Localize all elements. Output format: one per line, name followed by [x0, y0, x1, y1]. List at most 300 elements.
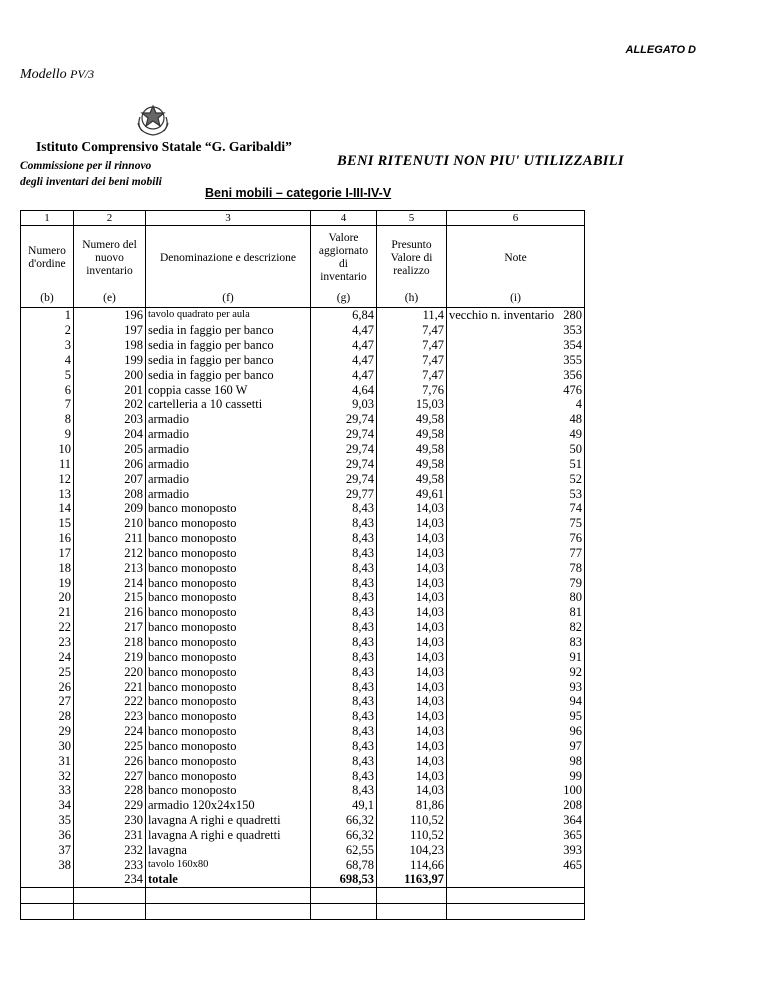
table-row — [21, 338, 585, 353]
row-note — [447, 753, 585, 768]
row-description: sedia in faggio per banco — [146, 353, 311, 368]
blank-cell — [447, 903, 585, 919]
blank-cell — [447, 887, 585, 903]
blank-cell — [146, 903, 311, 919]
row-inventory-number: 217 — [74, 620, 146, 635]
row-inventory-number: 201 — [74, 382, 146, 397]
table-row — [21, 679, 585, 694]
row-description: banco monoposto — [146, 753, 311, 768]
row-inventory-number: 223 — [74, 709, 146, 724]
row-estimated-value: 14,03 — [377, 575, 447, 590]
row-estimated-value: 81,86 — [377, 798, 447, 813]
table-row — [21, 664, 585, 679]
row-note-wrap — [449, 843, 582, 857]
row-note-wrap — [449, 353, 582, 367]
row-estimated-value: 14,03 — [377, 709, 447, 724]
row-estimated-value: 14,03 — [377, 531, 447, 546]
column-header-line: Numero — [28, 245, 66, 257]
row-estimated-value: 49,58 — [377, 471, 447, 486]
row-number: 26 — [21, 679, 74, 694]
row-description: lavagna — [146, 842, 311, 857]
table-row — [21, 738, 585, 753]
row-note-wrap — [449, 323, 582, 337]
table-row — [21, 323, 585, 338]
row-description: armadio — [146, 427, 311, 442]
row-inventory-value: 8,43 — [311, 590, 377, 605]
row-inventory-value: 8,43 — [311, 664, 377, 679]
table-row — [21, 620, 585, 635]
row-old-inventory: 77 — [569, 545, 582, 560]
row-number: 3 — [21, 338, 74, 353]
row-estimated-value: 7,47 — [377, 338, 447, 353]
row-description: banco monoposto — [146, 546, 311, 561]
row-inventory-value: 8,43 — [311, 753, 377, 768]
row-old-inventory: 52 — [569, 471, 582, 486]
row-old-inventory: 94 — [569, 694, 582, 709]
column-header-line: Denominazione e descrizione — [159, 251, 297, 264]
row-description: banco monoposto — [146, 575, 311, 590]
row-note — [447, 649, 585, 664]
row-old-inventory: 91 — [569, 649, 582, 664]
table-row — [21, 857, 585, 872]
table-row — [21, 456, 585, 471]
row-note-wrap — [449, 442, 582, 456]
row-description: lavagna A righi e quadretti — [146, 813, 311, 828]
table-row — [21, 560, 585, 575]
row-description: banco monoposto — [146, 694, 311, 709]
row-number: 22 — [21, 620, 74, 635]
row-old-inventory: 95 — [569, 709, 582, 724]
column-code: (b) — [21, 290, 74, 308]
row-note — [447, 857, 585, 872]
row-note-wrap — [449, 650, 582, 664]
column-code: (f) — [146, 290, 311, 308]
row-inventory-number: 205 — [74, 442, 146, 457]
row-note — [447, 546, 585, 561]
row-note-wrap — [449, 828, 582, 842]
row-note-wrap — [449, 709, 582, 723]
row-description: banco monoposto — [146, 664, 311, 679]
blank-cell — [21, 887, 74, 903]
row-inventory-value: 8,43 — [311, 649, 377, 664]
table-row — [21, 471, 585, 486]
row-note-wrap — [449, 531, 582, 545]
row-note-wrap — [449, 368, 582, 382]
row-inventory-value: 29,74 — [311, 427, 377, 442]
row-inventory-number: 213 — [74, 560, 146, 575]
total-estimated-value: 1163,97 — [377, 872, 447, 887]
row-estimated-value: 7,76 — [377, 382, 447, 397]
row-inventory-number: 208 — [74, 486, 146, 501]
row-number: 13 — [21, 486, 74, 501]
column-number: 4 — [311, 211, 377, 226]
row-inventory-value: 29,77 — [311, 486, 377, 501]
commission-label: Commissione per il rinnovo degli inventari dei beni mobili — [20, 160, 162, 188]
row-old-inventory: 353 — [563, 323, 582, 338]
table-row — [21, 531, 585, 546]
document-title: BENI RITENUTI NON PIU' UTILIZZABILI — [337, 153, 624, 169]
table-row — [21, 709, 585, 724]
table-row — [21, 798, 585, 813]
table-row — [21, 635, 585, 650]
row-estimated-value: 14,03 — [377, 768, 447, 783]
row-note — [447, 605, 585, 620]
row-description: banco monoposto — [146, 679, 311, 694]
row-description: banco monoposto — [146, 531, 311, 546]
row-inventory-value: 8,43 — [311, 724, 377, 739]
total-label: totale — [146, 872, 311, 887]
row-inventory-value: 8,43 — [311, 635, 377, 650]
row-description: armadio 120x24x150 — [146, 798, 311, 813]
row-description: banco monoposto — [146, 709, 311, 724]
row-number: 14 — [21, 501, 74, 516]
column-number: 6 — [447, 211, 585, 226]
row-old-inventory: 365 — [563, 827, 582, 842]
row-note — [447, 323, 585, 338]
row-inventory-number: 196 — [74, 308, 146, 323]
row-old-inventory: 97 — [569, 738, 582, 753]
row-note-wrap — [449, 590, 582, 604]
row-number: 11 — [21, 456, 74, 471]
column-header — [74, 226, 146, 291]
row-note-wrap — [449, 754, 582, 768]
row-number: 32 — [21, 768, 74, 783]
column-header-line: inventario — [86, 264, 133, 277]
row-inventory-number: 204 — [74, 427, 146, 442]
row-old-inventory: 75 — [569, 516, 582, 531]
column-header-line: Valore — [328, 232, 359, 244]
row-estimated-value: 110,52 — [377, 813, 447, 828]
inventory-table — [20, 210, 585, 920]
row-old-inventory: 354 — [563, 338, 582, 353]
row-note-wrap — [449, 769, 582, 783]
row-inventory-value: 8,43 — [311, 783, 377, 798]
row-estimated-value: 14,03 — [377, 738, 447, 753]
row-inventory-value: 8,43 — [311, 516, 377, 531]
row-description: sedia in faggio per banco — [146, 323, 311, 338]
row-old-inventory: 93 — [569, 679, 582, 694]
row-estimated-value: 14,03 — [377, 635, 447, 650]
row-old-inventory: 355 — [563, 352, 582, 367]
column-header-line: d'ordine — [28, 258, 66, 270]
table-row — [21, 367, 585, 382]
row-estimated-value: 14,03 — [377, 783, 447, 798]
row-note — [447, 575, 585, 590]
row-note-wrap — [449, 620, 582, 634]
row-inventory-value: 8,43 — [311, 546, 377, 561]
row-number: 35 — [21, 813, 74, 828]
row-inventory-value: 29,74 — [311, 471, 377, 486]
row-inventory-value: 4,47 — [311, 338, 377, 353]
row-number: 2 — [21, 323, 74, 338]
column-header-line: Valore di — [390, 251, 433, 264]
column-header-line: inventario — [320, 271, 367, 283]
row-estimated-value: 14,03 — [377, 590, 447, 605]
row-note-wrap — [449, 338, 582, 352]
row-description: banco monoposto — [146, 768, 311, 783]
total-note — [447, 872, 585, 887]
row-estimated-value: 110,52 — [377, 828, 447, 843]
row-note-wrap — [449, 576, 582, 590]
table-row — [21, 427, 585, 442]
row-note — [447, 338, 585, 353]
row-inventory-number: 202 — [74, 397, 146, 412]
row-number: 5 — [21, 367, 74, 382]
row-inventory-value: 66,32 — [311, 813, 377, 828]
row-description: armadio — [146, 442, 311, 457]
row-note — [447, 679, 585, 694]
table-row — [21, 397, 585, 412]
row-inventory-number: 228 — [74, 783, 146, 798]
row-inventory-value: 8,43 — [311, 605, 377, 620]
column-number: 2 — [74, 211, 146, 226]
institute-name: Istituto Comprensivo Statale “G. Garibaldi” — [36, 139, 292, 154]
row-description: armadio — [146, 412, 311, 427]
document-subtitle: Beni mobili – categorie I-III-IV-V — [205, 186, 392, 200]
row-note-wrap — [449, 694, 582, 708]
row-note-wrap — [449, 487, 582, 501]
modello-code: PV/3 — [70, 67, 95, 81]
table-row — [21, 649, 585, 664]
column-number: 1 — [21, 211, 74, 226]
row-inventory-value: 29,74 — [311, 412, 377, 427]
row-note-wrap — [449, 813, 582, 827]
row-note-wrap — [449, 680, 582, 694]
row-inventory-value: 8,43 — [311, 620, 377, 635]
row-old-inventory: 92 — [569, 664, 582, 679]
table-row — [21, 353, 585, 368]
row-note — [447, 828, 585, 843]
row-estimated-value: 14,03 — [377, 501, 447, 516]
row-estimated-value: 14,03 — [377, 664, 447, 679]
row-number: 21 — [21, 605, 74, 620]
column-code: (h) — [377, 290, 447, 308]
row-number: 29 — [21, 724, 74, 739]
row-note-wrap — [449, 397, 582, 411]
row-inventory-value: 49,1 — [311, 798, 377, 813]
blank-cell — [377, 903, 447, 919]
row-estimated-value: 7,47 — [377, 323, 447, 338]
table-row — [21, 605, 585, 620]
row-note-wrap — [449, 798, 582, 812]
row-old-inventory: 364 — [563, 813, 582, 828]
row-inventory-value: 4,47 — [311, 353, 377, 368]
row-inventory-number: 206 — [74, 456, 146, 471]
row-note — [447, 427, 585, 442]
total-inventory-number: 234 — [74, 872, 146, 887]
row-description: banco monoposto — [146, 605, 311, 620]
row-description: banco monoposto — [146, 516, 311, 531]
row-note — [447, 560, 585, 575]
column-header-line: Presunto — [391, 238, 432, 251]
row-inventory-number: 211 — [74, 531, 146, 546]
row-note-wrap — [449, 383, 582, 397]
row-note-wrap — [449, 472, 582, 486]
row-inventory-value: 8,43 — [311, 694, 377, 709]
row-note-wrap — [449, 605, 582, 619]
table-row — [21, 753, 585, 768]
row-inventory-value: 8,43 — [311, 738, 377, 753]
row-note-wrap — [449, 724, 582, 738]
row-note — [447, 308, 585, 323]
row-description: tavolo quadrato per aula — [146, 308, 311, 323]
column-header — [21, 226, 74, 291]
row-inventory-number: 231 — [74, 828, 146, 843]
row-inventory-number: 218 — [74, 635, 146, 650]
row-note-wrap — [449, 516, 582, 530]
row-note — [447, 590, 585, 605]
blank-cell — [377, 887, 447, 903]
table-row — [21, 842, 585, 857]
row-old-inventory: 4 — [575, 397, 582, 412]
row-note — [447, 724, 585, 739]
row-note-wrap — [449, 858, 582, 872]
row-note — [447, 456, 585, 471]
row-description: banco monoposto — [146, 501, 311, 516]
row-old-inventory: 476 — [563, 382, 582, 397]
row-old-inventory: 76 — [569, 531, 582, 546]
blank-cell — [311, 887, 377, 903]
row-inventory-value: 29,74 — [311, 442, 377, 457]
row-inventory-number: 198 — [74, 338, 146, 353]
row-estimated-value: 11,4 — [377, 308, 447, 323]
row-description: sedia in faggio per banco — [146, 338, 311, 353]
column-code: (e) — [74, 290, 146, 308]
table-row — [21, 501, 585, 516]
row-note — [447, 620, 585, 635]
column-number-row — [21, 211, 585, 226]
row-inventory-number: 214 — [74, 575, 146, 590]
row-inventory-number: 230 — [74, 813, 146, 828]
row-number: 28 — [21, 709, 74, 724]
row-old-inventory: 81 — [569, 605, 582, 620]
table-row — [21, 442, 585, 457]
row-note — [447, 471, 585, 486]
column-code: (i) — [447, 290, 585, 308]
row-estimated-value: 14,03 — [377, 679, 447, 694]
column-header-line: Numero del — [82, 238, 137, 251]
row-number: 6 — [21, 382, 74, 397]
row-number: 7 — [21, 397, 74, 412]
table-row — [21, 783, 585, 798]
row-inventory-number: 216 — [74, 605, 146, 620]
row-note — [447, 798, 585, 813]
table-row — [21, 412, 585, 427]
row-estimated-value: 49,58 — [377, 442, 447, 457]
row-description: armadio — [146, 471, 311, 486]
row-note-wrap — [449, 501, 582, 515]
table-row — [21, 768, 585, 783]
row-inventory-number: 233 — [74, 857, 146, 872]
row-old-inventory: 356 — [563, 367, 582, 382]
row-description: banco monoposto — [146, 620, 311, 635]
row-number: 4 — [21, 353, 74, 368]
row-old-inventory: 48 — [569, 412, 582, 427]
row-note — [447, 367, 585, 382]
row-old-inventory: 79 — [569, 575, 582, 590]
row-inventory-value: 4,64 — [311, 382, 377, 397]
row-number: 25 — [21, 664, 74, 679]
row-number: 18 — [21, 560, 74, 575]
row-inventory-number: 197 — [74, 323, 146, 338]
table-row — [21, 813, 585, 828]
row-inventory-number: 199 — [74, 353, 146, 368]
row-old-inventory: 78 — [569, 560, 582, 575]
row-number: 38 — [21, 857, 74, 872]
row-inventory-value: 6,84 — [311, 308, 377, 323]
row-note — [447, 738, 585, 753]
allegato-label: ALLEGATO D — [625, 44, 696, 56]
column-header-line: di — [339, 258, 348, 270]
row-note — [447, 842, 585, 857]
blank-row — [21, 903, 585, 919]
total-empty — [21, 872, 74, 887]
row-estimated-value: 14,03 — [377, 620, 447, 635]
row-estimated-value: 14,03 — [377, 546, 447, 561]
table-row — [21, 724, 585, 739]
column-header — [146, 226, 311, 291]
column-number: 3 — [146, 211, 311, 226]
row-number: 24 — [21, 649, 74, 664]
row-note — [447, 768, 585, 783]
column-header — [447, 226, 585, 291]
row-inventory-number: 222 — [74, 694, 146, 709]
row-inventory-value: 8,43 — [311, 575, 377, 590]
row-note — [447, 635, 585, 650]
row-estimated-value: 14,03 — [377, 694, 447, 709]
row-estimated-value: 14,03 — [377, 724, 447, 739]
row-note-wrap — [449, 412, 582, 426]
row-old-inventory: 280 — [563, 308, 582, 323]
row-old-inventory: 51 — [569, 456, 582, 471]
row-inventory-value: 66,32 — [311, 828, 377, 843]
row-estimated-value: 7,47 — [377, 367, 447, 382]
blank-cell — [21, 903, 74, 919]
row-inventory-number: 200 — [74, 367, 146, 382]
column-number: 5 — [377, 211, 447, 226]
row-note-wrap — [449, 457, 582, 471]
row-note-wrap — [449, 665, 582, 679]
row-old-inventory: 208 — [563, 798, 582, 813]
row-inventory-number: 215 — [74, 590, 146, 605]
blank-cell — [74, 903, 146, 919]
row-note-wrap — [449, 308, 582, 322]
blank-cell — [311, 903, 377, 919]
column-header-row — [21, 226, 585, 291]
row-old-inventory: 100 — [563, 783, 582, 798]
row-old-inventory: 82 — [569, 620, 582, 635]
row-inventory-number: 209 — [74, 501, 146, 516]
row-inventory-value: 8,43 — [311, 709, 377, 724]
row-inventory-number: 219 — [74, 649, 146, 664]
row-number: 33 — [21, 783, 74, 798]
row-note — [447, 783, 585, 798]
row-inventory-value: 4,47 — [311, 323, 377, 338]
table-row — [21, 516, 585, 531]
table-row — [21, 694, 585, 709]
column-header-line: nuovo — [95, 251, 124, 264]
row-note-wrap — [449, 783, 582, 797]
column-header — [377, 226, 447, 291]
row-number: 16 — [21, 531, 74, 546]
table-row — [21, 308, 585, 323]
row-note-text: vecchio n. inventario — [449, 308, 555, 323]
blank-cell — [146, 887, 311, 903]
row-inventory-number: 207 — [74, 471, 146, 486]
row-inventory-number: 229 — [74, 798, 146, 813]
row-estimated-value: 15,03 — [377, 397, 447, 412]
row-estimated-value: 49,58 — [377, 456, 447, 471]
